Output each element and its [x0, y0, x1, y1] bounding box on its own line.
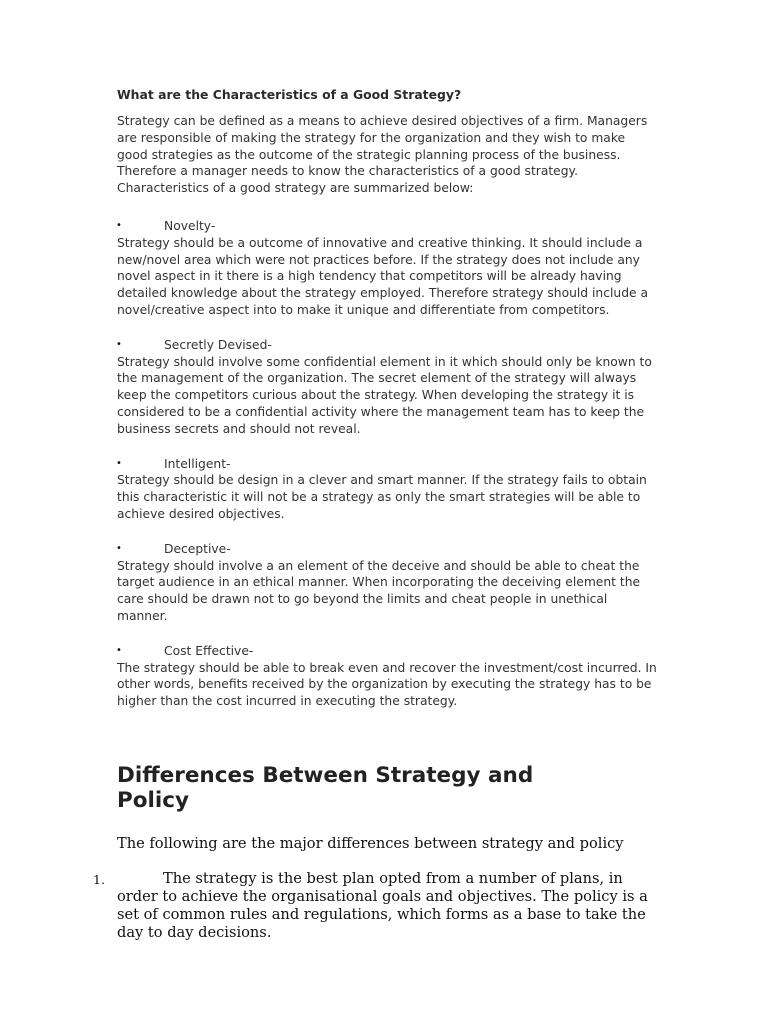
characteristic-text: Strategy should be design in a clever and smart manner. If the strategy fails to obtain this characteristic it will not be a strategy as only the smart strategies will be able to achieve desired objectives.	[117, 473, 647, 521]
bullet-line	[117, 456, 657, 473]
document-page	[93, 86, 657, 942]
bullet-icon: •	[116, 219, 122, 231]
section-heading: Differences Between Strategy and Policy	[117, 762, 534, 813]
bullet-label: Intelligent-	[164, 456, 231, 471]
bullet-icon: •	[116, 542, 122, 554]
characteristic-novelty	[117, 218, 657, 319]
section-lead: The following are the major differences between strategy and policy	[117, 834, 624, 852]
bullet-label: Secretly Devised-	[164, 337, 272, 352]
characteristic-intelligent	[117, 456, 657, 523]
characteristic-text: Strategy should involve a an element of the deceive and should be able to cheat the target audience in an ethical manner. When incorporating the deceiving element the care should be drawn not to go beyond the limits and cheat people in unethical manner.	[117, 558, 641, 623]
bullet-label: Novelty-	[164, 218, 216, 233]
bullet-line	[117, 337, 657, 354]
question-title: What are the Characteristics of a Good Strategy?	[117, 87, 462, 102]
bullet-label: Cost Effective-	[164, 643, 254, 658]
characteristic-text: Strategy should be a outcome of innovative and creative thinking. It should include a new/novel area which were not practices before. If the strategy does not include any novel aspect in it there is a high tendency that competitors will be already having detailed knowledge about the strategy employed. Therefore strategy should include a novel/creative aspect into to make it unique and differentiate from competitors.	[117, 235, 649, 317]
characteristic-text: The strategy should be able to break even and recover the investment/cost incurred. In other words, benefits received by the organization by executing the strategy has to be higher than the cost incurred in executing the strategy.	[117, 660, 657, 709]
bullet-line	[117, 218, 657, 235]
characteristic-deceptive	[117, 541, 657, 625]
difference-text: The strategy is the best plan opted from a number of plans, in order to achieve the organisational goals and objectives. The policy is a set of common rules and regulations, which forms as a base to take the day to day decisions.	[117, 869, 648, 941]
characteristic-secretly-devised	[117, 337, 657, 438]
difference-item	[93, 869, 657, 942]
characteristic-text: Strategy should involve some confidential element in it which should only be known to the management of the organization. The secret element of the strategy will always keep the competitors curious about the strategy. When developing the strategy it is considered to be a confidential activity where the management team has to keep the business secrets and should not reveal.	[117, 354, 652, 436]
bullet-icon: •	[116, 644, 122, 656]
bullet-line	[117, 541, 657, 558]
bullet-label: Deceptive-	[164, 541, 231, 556]
characteristic-cost-effective	[117, 643, 657, 710]
list-number: 1.	[93, 871, 105, 887]
bullet-icon: •	[116, 457, 122, 469]
bullet-line	[117, 643, 657, 660]
intro-paragraph: Strategy can be defined as a means to achieve desired objectives of a firm. Managers are responsible of making the strategy for the organization and they wish to make good strategies as the outcome of the strategic planning process of the business. Therefore a manager needs to know the characteristics of a good strategy. Characteristics of a good strategy are summarized below:	[117, 114, 648, 196]
bullet-icon: •	[116, 338, 122, 350]
